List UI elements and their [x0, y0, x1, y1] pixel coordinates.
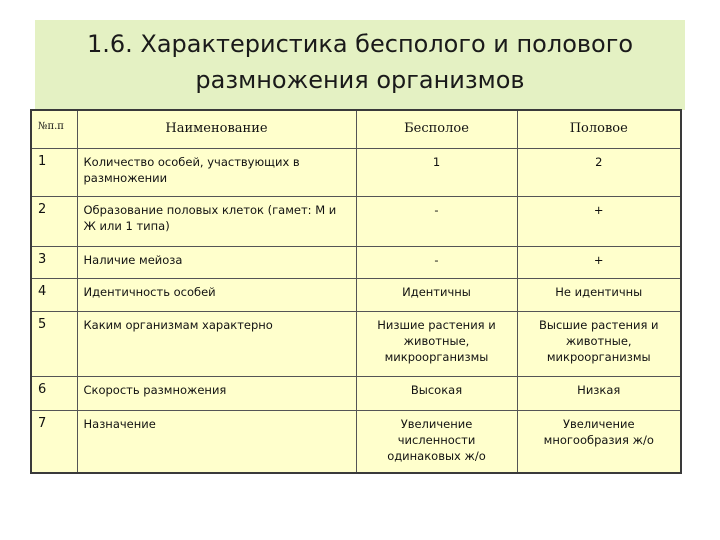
- row-name: Каким организмам характерно: [77, 311, 356, 376]
- header-sexual: Половое: [517, 110, 681, 148]
- row-asexual: Идентичны: [356, 278, 517, 311]
- title-line-2: размножения организмов: [195, 66, 525, 94]
- slide-title: [35, 26, 685, 98]
- table-row: [31, 376, 681, 410]
- row-name: Образование половых клеток (гамет: М и Ж или 1 типа): [77, 196, 356, 246]
- row-name: Назначение: [77, 410, 356, 473]
- title-line-1: 1.6. Характеристика бесполого и полового: [86, 30, 634, 58]
- table-row: [31, 278, 681, 311]
- row-asexual: Высокая: [356, 376, 517, 410]
- table-row: [31, 148, 681, 196]
- row-asexual: -: [356, 196, 517, 246]
- row-name: Наличие мейоза: [77, 246, 356, 278]
- row-asexual: -: [356, 246, 517, 278]
- table-row: [31, 311, 681, 376]
- row-num: 3: [31, 246, 77, 278]
- row-num: 6: [31, 376, 77, 410]
- row-sexual: Увеличение многообразия ж/о: [517, 410, 681, 473]
- row-num: 4: [31, 278, 77, 311]
- table-header-row: [31, 110, 681, 148]
- row-num: 1: [31, 148, 77, 196]
- row-name: Количество особей, участвующих в размножении: [77, 148, 356, 196]
- row-name: Идентичность особей: [77, 278, 356, 311]
- header-name: Наименование: [77, 110, 356, 148]
- row-num: 5: [31, 311, 77, 376]
- row-sexual: +: [517, 196, 681, 246]
- table-row: [31, 196, 681, 246]
- comparison-table-container: [30, 109, 680, 474]
- row-sexual: Высшие растения и животные, микроорганизмы: [517, 311, 681, 376]
- row-sexual: Низкая: [517, 376, 681, 410]
- row-num: 7: [31, 410, 77, 473]
- header-asexual: Бесполое: [356, 110, 517, 148]
- row-sexual: +: [517, 246, 681, 278]
- table-row: [31, 410, 681, 473]
- row-asexual: Низшие растения и животные, микроорганизмы: [356, 311, 517, 376]
- row-sexual: 2: [517, 148, 681, 196]
- table-row: [31, 246, 681, 278]
- header-num: №п.п: [31, 110, 77, 148]
- row-sexual: Не идентичны: [517, 278, 681, 311]
- row-num: 2: [31, 196, 77, 246]
- comparison-table: [30, 109, 682, 474]
- row-asexual: Увеличение численности одинаковых ж/о: [356, 410, 517, 473]
- row-asexual: 1: [356, 148, 517, 196]
- row-name: Скорость размножения: [77, 376, 356, 410]
